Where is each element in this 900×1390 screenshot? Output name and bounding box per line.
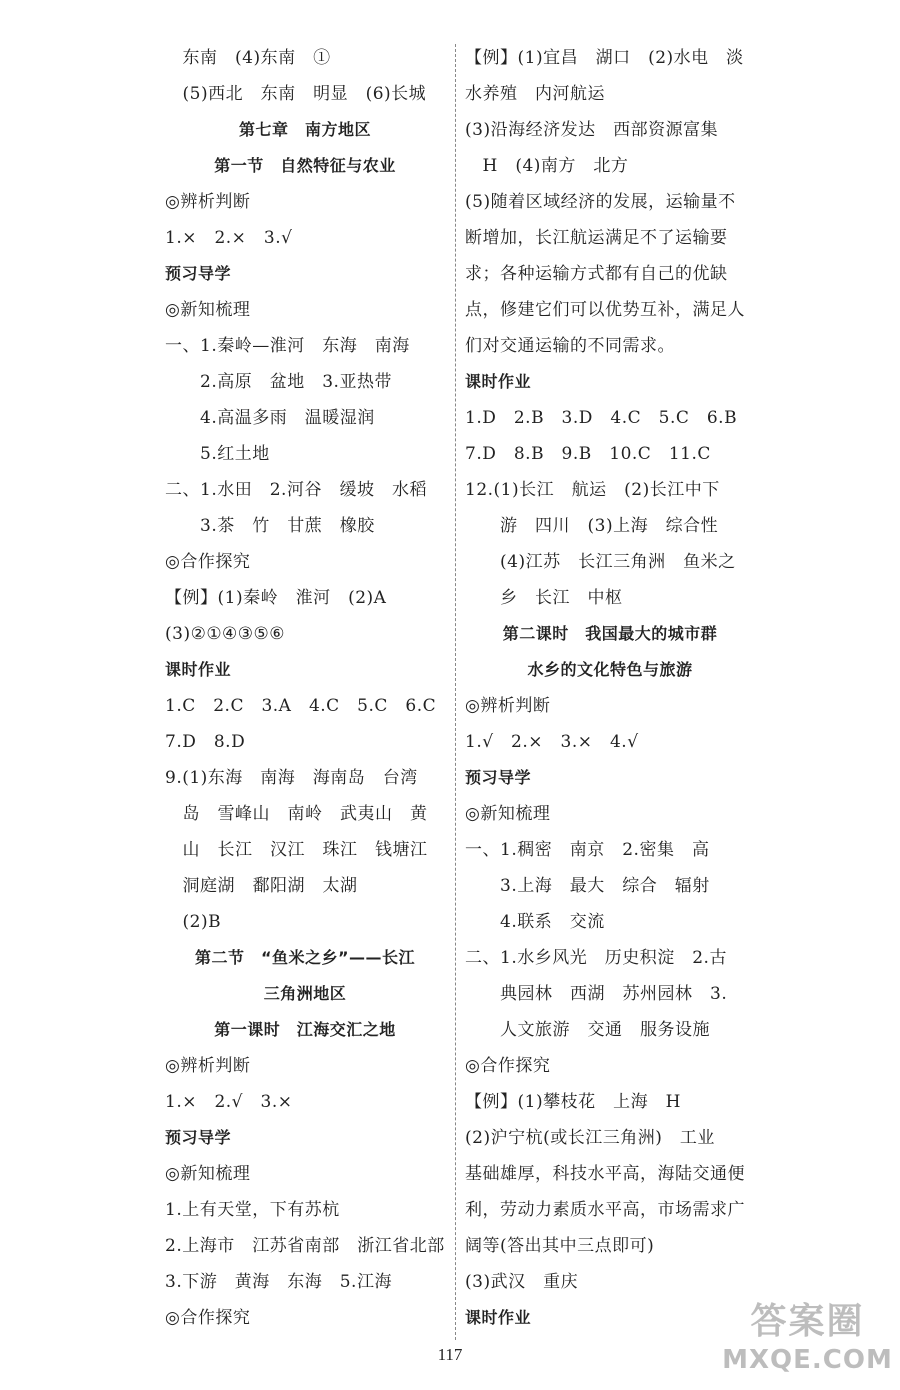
right-line: (3)武汉 重庆 <box>465 1272 579 1292</box>
left-line: 第七章 南方地区 <box>238 120 371 139</box>
right-line: ◎新知梳理 <box>465 804 551 824</box>
right-line: 人文旅游 交通 服务设施 <box>465 1020 710 1040</box>
left-line: 山 长江 汉江 珠江 钱塘江 <box>165 840 428 860</box>
right-line: 点，修建它们可以优势互补，满足人 <box>465 300 745 320</box>
left-line: 二、1.水田 2.河谷 缓坡 水稻 <box>165 480 427 500</box>
left-line: ◎辨析判断 <box>165 1056 251 1076</box>
left-line: 洞庭湖 鄱阳湖 太湖 <box>165 876 358 896</box>
left-line: (2)B <box>165 912 222 932</box>
left-line: 东南 (4)东南 ① <box>165 48 331 68</box>
right-line: 阔等(答出其中三点即可) <box>465 1236 655 1256</box>
left-line: ◎合作探究 <box>165 1308 251 1328</box>
left-line: 岛 雪峰山 南岭 武夷山 黄 <box>165 804 428 824</box>
left-line: ◎辨析判断 <box>165 192 251 212</box>
left-line: 5.红土地 <box>165 444 270 464</box>
left-line: 三角洲地区 <box>263 984 347 1003</box>
right-line: 课时作业 <box>465 1308 532 1327</box>
left-line: ◎合作探究 <box>165 552 251 572</box>
left-line: (3)②①④③⑤⑥ <box>165 624 286 644</box>
right-line: (4)江苏 长江三角洲 鱼米之 <box>465 552 736 572</box>
right-line: 二、1.水乡风光 历史积淀 2.古 <box>465 948 727 968</box>
right-line: 水养殖 内河航运 <box>465 84 605 104</box>
right-line: 4.联系 交流 <box>465 912 605 932</box>
left-line: 第一课时 江海交汇之地 <box>214 1020 396 1039</box>
right-line: 求；各种运输方式都有自己的优缺 <box>465 264 728 284</box>
right-line: ◎合作探究 <box>465 1056 551 1076</box>
right-line: 第二课时 我国最大的城市群 <box>502 624 718 643</box>
left-line: 第二节 “鱼米之乡”——长江 <box>194 948 416 967</box>
right-line: 7.D 8.B 9.B 10.C 11.C <box>465 444 711 464</box>
right-line: 1.√ 2.× 3.× 4.√ <box>465 732 639 752</box>
right-line: 12.(1)长江 航运 (2)长江中下 <box>465 480 720 500</box>
right-line: ◎辨析判断 <box>465 696 551 716</box>
right-line: 游 四川 (3)上海 综合性 <box>465 516 719 536</box>
left-column <box>165 40 445 1336</box>
right-line: 【例】(1)攀枝花 上海 H <box>465 1092 681 1112</box>
right-line: H (4)南方 北方 <box>465 156 629 176</box>
left-line: 3.茶 竹 甘蔗 橡胶 <box>165 516 375 536</box>
column-divider <box>455 44 456 1340</box>
right-line: (3)沿海经济发达 西部资源富集 <box>465 120 719 140</box>
left-line: ◎新知梳理 <box>165 1164 251 1184</box>
left-line: 预习导学 <box>165 1128 232 1147</box>
left-line: 1.× 2.√ 3.× <box>165 1092 293 1112</box>
right-line: 乡 长江 中枢 <box>465 588 623 608</box>
right-line: 基础雄厚，科技水平高，海陆交通便 <box>465 1164 745 1184</box>
watermark-logo <box>720 1300 895 1385</box>
right-line: 一、1.稠密 南京 2.密集 高 <box>465 840 710 860</box>
left-line: 课时作业 <box>165 660 232 679</box>
left-line: 4.高温多雨 温暖湿润 <box>165 408 375 428</box>
left-line: 第一节 自然特征与农业 <box>214 156 396 175</box>
right-line: 3.上海 最大 综合 辐射 <box>465 876 710 896</box>
left-line: 2.高原 盆地 3.亚热带 <box>165 372 392 392</box>
left-line: 7.D 8.D <box>165 732 246 752</box>
right-line: 预习导学 <box>465 768 532 787</box>
left-line: 一、1.秦岭—淮河 东海 南海 <box>165 336 410 356</box>
page-number: 117 <box>437 1345 463 1364</box>
right-line: (2)沪宁杭(或长江三角洲) 工业 <box>465 1128 715 1148</box>
right-line: 典园林 西湖 苏州园林 3. <box>465 984 728 1004</box>
watermark-url: MXQE.COM <box>722 1345 893 1375</box>
right-line: 们对交通运输的不同需求。 <box>465 336 675 356</box>
right-line: 【例】(1)宜昌 湖口 (2)水电 淡 <box>465 48 744 68</box>
left-line: 【例】(1)秦岭 淮河 (2)A <box>165 588 387 608</box>
right-line: 1.D 2.B 3.D 4.C 5.C 6.B <box>465 408 738 428</box>
left-line: 预习导学 <box>165 264 232 283</box>
left-line: 3.下游 黄海 东海 5.江海 <box>165 1272 392 1292</box>
right-line: (5)随着区域经济的发展，运输量不 <box>465 192 736 212</box>
watermark-title: 答案圈 <box>750 1301 865 1342</box>
right-line: 利，劳动力素质水平高，市场需求广 <box>465 1200 745 1220</box>
left-line: 1.上有天堂，下有苏杭 <box>165 1200 340 1220</box>
right-line: 断增加，长江航运满足不了运输要 <box>465 228 728 248</box>
left-line: 1.× 2.× 3.√ <box>165 228 293 248</box>
right-line: 水乡的文化特色与旅游 <box>527 660 693 679</box>
left-line: ◎新知梳理 <box>165 300 251 320</box>
right-line: 课时作业 <box>465 372 532 391</box>
right-column <box>465 40 755 1336</box>
left-line: (5)西北 东南 明显 (6)长城 <box>165 84 427 104</box>
left-line: 9.(1)东海 南海 海南岛 台湾 <box>165 768 418 788</box>
left-line: 2.上海市 江苏省南部 浙江省北部 <box>165 1236 445 1256</box>
left-line: 1.C 2.C 3.A 4.C 5.C 6.C <box>165 696 437 716</box>
